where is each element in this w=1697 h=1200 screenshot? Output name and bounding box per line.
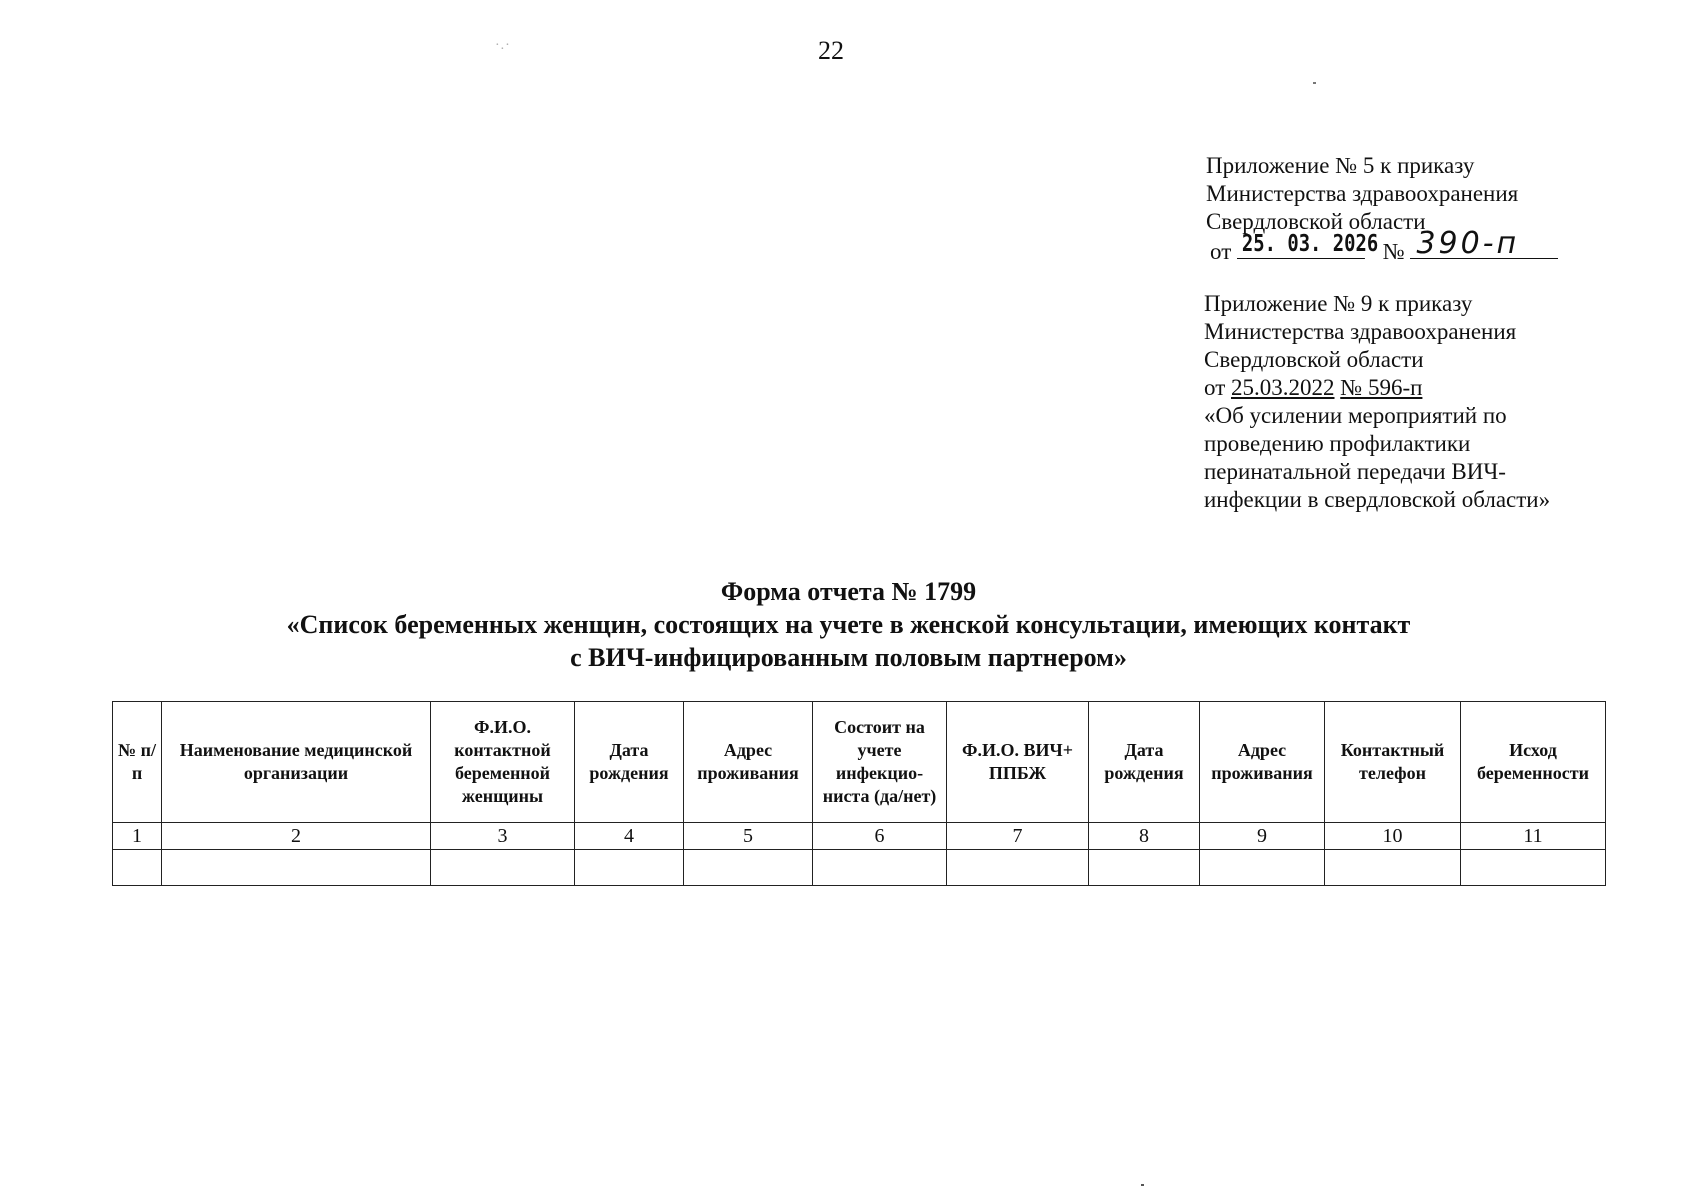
date-prefix: от — [1210, 239, 1232, 264]
column-number-cell: 3 — [431, 823, 575, 850]
table-empty-cell — [431, 850, 575, 886]
table-header-cell: Наименование медицинской организации — [162, 702, 431, 823]
report-title-line: Форма отчета № 1799 — [720, 577, 977, 606]
table-empty-cell — [1325, 850, 1461, 886]
page-number: 22 — [818, 36, 844, 65]
report-title-line: «Список беременных женщин, состоящих на учете в женской консультации, имеющих контакт — [286, 610, 1411, 639]
appendix-old-line: Приложение № 9 к приказу — [1204, 291, 1473, 316]
appendix-old-line: «Об усилении мероприятий по — [1204, 403, 1507, 428]
table-header-cell: Контактный телефон — [1325, 702, 1461, 823]
table-empty-cell — [813, 850, 947, 886]
table-header-cell: Дата рождения — [575, 702, 684, 823]
table-empty-row — [113, 850, 1606, 886]
table-empty-cell — [1461, 850, 1606, 886]
scan-artifact: ·.· — [495, 38, 511, 53]
column-number-cell: 4 — [575, 823, 684, 850]
table-column-number-row — [113, 823, 1606, 850]
appendix-old-date-line — [1204, 374, 1550, 402]
appendix-old-line: Свердловской области — [1204, 347, 1424, 372]
table-header-cell: Дата рождения — [1089, 702, 1200, 823]
column-number-cell: 5 — [684, 823, 813, 850]
column-number-cell: 7 — [947, 823, 1089, 850]
column-number-cell: 8 — [1089, 823, 1200, 850]
column-number-cell: 1 — [113, 823, 162, 850]
report-title — [0, 575, 1697, 674]
table-header-cell: Состоит на учете инфекцио-ниста (да/нет) — [813, 702, 947, 823]
appendix-old-line: проведению профилактики — [1204, 431, 1471, 456]
table-header-cell: Ф.И.О. контактной беременной женщины — [431, 702, 575, 823]
column-number-cell: 2 — [162, 823, 431, 850]
handwritten-date: 25. 03. 2026 — [1237, 230, 1365, 259]
appendix-old-header — [1204, 290, 1550, 514]
table-empty-cell — [1089, 850, 1200, 886]
table-header-cell: Исход беременности — [1461, 702, 1606, 823]
table-header-cell: Адрес проживания — [1200, 702, 1325, 823]
column-number-cell: 11 — [1461, 823, 1606, 850]
appendix-new-line: Свердловской области — [1206, 209, 1426, 234]
table-empty-cell — [1200, 850, 1325, 886]
appendix-new-line: Приложение № 5 к приказу — [1206, 153, 1475, 178]
order-date: 25.03.2022 — [1231, 375, 1335, 400]
table-empty-cell — [947, 850, 1089, 886]
table-empty-cell — [162, 850, 431, 886]
table-header-cell: Ф.И.О. ВИЧ+ ППБЖ — [947, 702, 1089, 823]
report-title-line: с ВИЧ-инфицированным половым партнером» — [570, 643, 1127, 672]
appendix-old-line: Министерства здравоохранения — [1204, 319, 1517, 344]
scan-speck — [1141, 1184, 1144, 1186]
column-number-cell: 6 — [813, 823, 947, 850]
table-empty-cell — [113, 850, 162, 886]
scan-speck — [1313, 82, 1316, 84]
table-header-row — [113, 702, 1606, 823]
appendix-new-header — [1206, 152, 1558, 270]
table-header-cell: № п/п — [113, 702, 162, 823]
table-empty-cell — [684, 850, 813, 886]
appendix-new-date-row — [1210, 226, 1558, 270]
column-number-cell: 10 — [1325, 823, 1461, 850]
appendix-new-line: Министерства здравоохранения — [1206, 181, 1519, 206]
number-prefix: № — [1382, 239, 1405, 264]
report-table — [112, 701, 1606, 886]
handwritten-number: 390-п — [1410, 230, 1558, 259]
date-prefix: от — [1204, 375, 1226, 400]
order-number: № 596-п — [1340, 375, 1423, 400]
appendix-old-line: перинатальной передачи ВИЧ- — [1204, 459, 1506, 484]
appendix-old-line: инфекции в свердловской области» — [1204, 487, 1551, 512]
table-header-cell: Адрес проживания — [684, 702, 813, 823]
table-empty-cell — [575, 850, 684, 886]
column-number-cell: 9 — [1200, 823, 1325, 850]
